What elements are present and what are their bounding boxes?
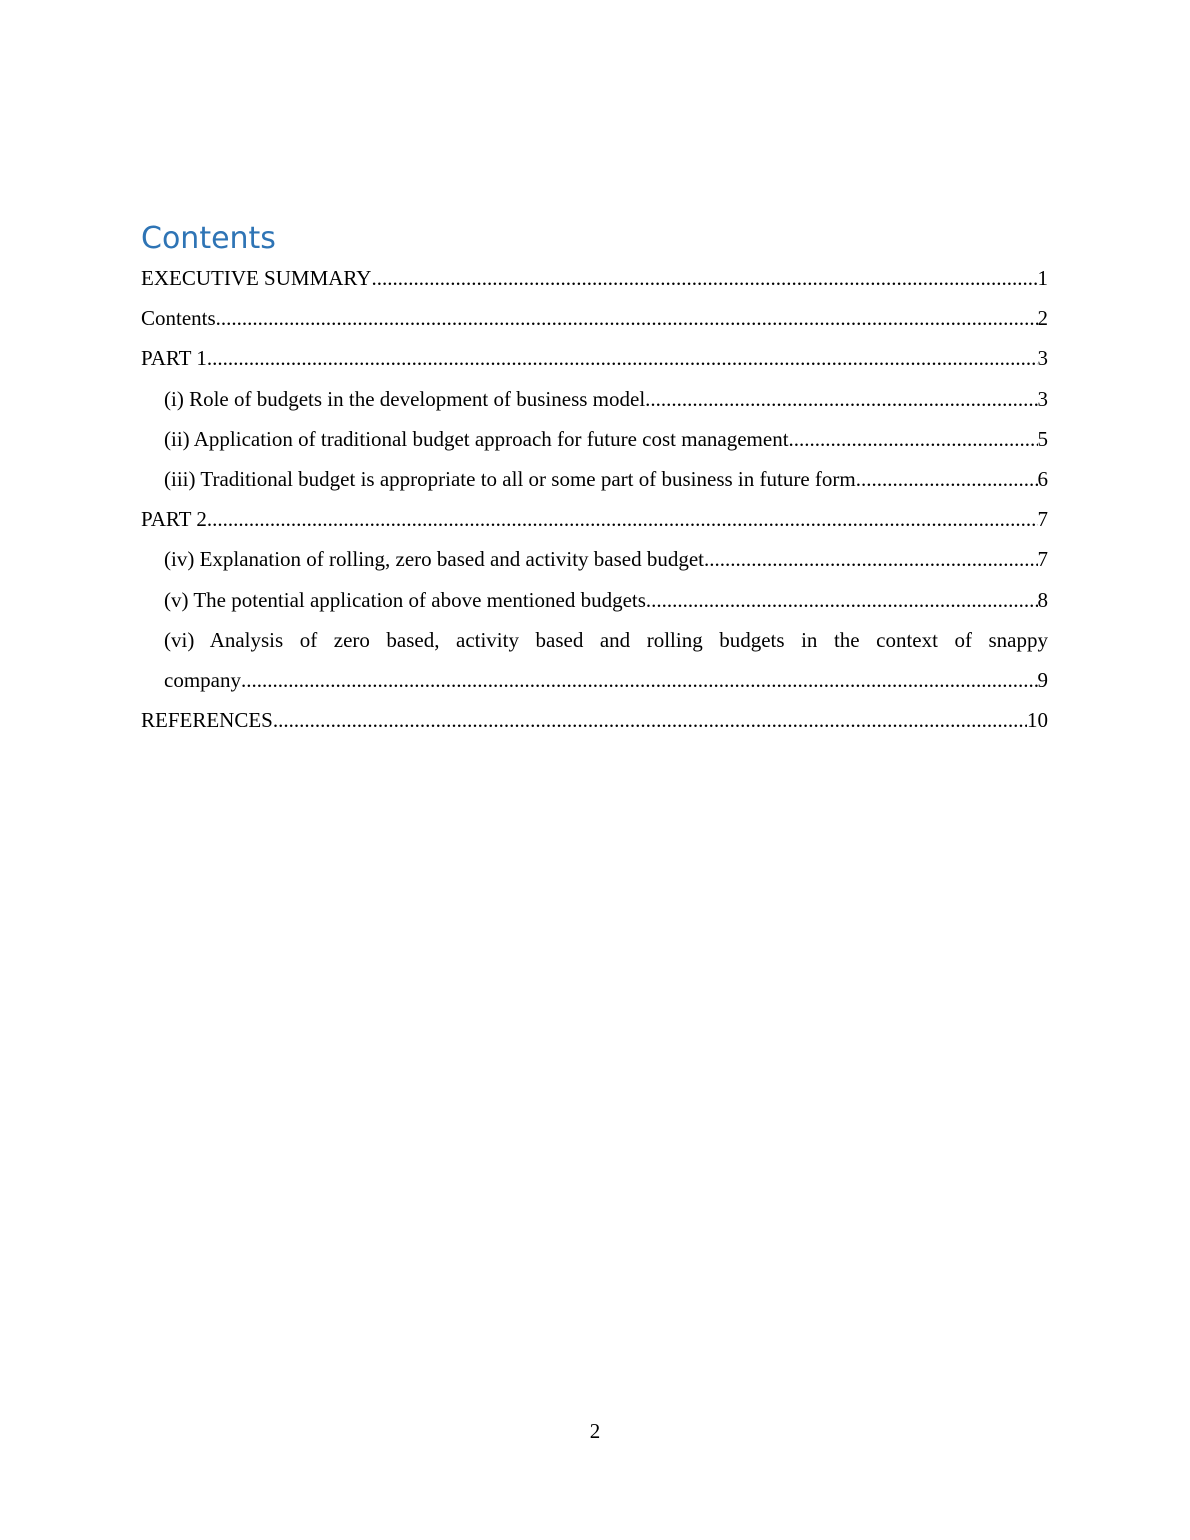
- toc-entry-part-1[interactable]: [141, 338, 1048, 378]
- toc-page-number: 5: [1037, 426, 1048, 451]
- toc-entry-text: (iv) Explanation of rolling, zero based and activity based budget: [164, 547, 705, 572]
- dot-leader: [216, 298, 1038, 338]
- toc-entry-text: REFERENCES: [141, 708, 273, 733]
- toc-page-number: 3: [1037, 386, 1048, 411]
- toc-entry-rolling-zero-activity-budget[interactable]: [141, 539, 1048, 579]
- toc-page-number: 8: [1037, 587, 1048, 612]
- toc-entry-role-of-budgets[interactable]: [141, 379, 1048, 419]
- toc-entry-contents[interactable]: [141, 298, 1048, 338]
- toc-page-number: 9: [1037, 668, 1048, 693]
- toc-entry-traditional-budget-appropriate[interactable]: [141, 459, 1048, 499]
- dot-leader: [789, 419, 1038, 459]
- dot-leader: [273, 700, 1027, 740]
- dot-leader: [645, 379, 1037, 419]
- toc-entry-traditional-budget-approach[interactable]: [141, 419, 1048, 459]
- dot-leader: [646, 580, 1038, 620]
- toc-entry-potential-application[interactable]: [141, 580, 1048, 620]
- toc-entry-text: (i) Role of budgets in the development of business model: [164, 386, 646, 411]
- dot-leader: [241, 660, 1038, 700]
- toc-title: Contents: [141, 221, 276, 256]
- dot-leader: [207, 338, 1038, 378]
- toc-page-number: 1: [1037, 266, 1048, 290]
- dot-leader: [207, 499, 1038, 539]
- toc-entry-part-2[interactable]: [141, 499, 1048, 539]
- toc-entry-text: PART 1: [141, 346, 207, 371]
- toc-page-number: 2: [1037, 306, 1048, 331]
- toc-page-number: 3: [1037, 346, 1048, 371]
- toc-entry-text: EXECUTIVE SUMMARY: [141, 266, 372, 290]
- toc-page-number: 7: [1037, 547, 1048, 572]
- toc-entry-text: (ii) Application of traditional budget approach for future cost management: [164, 426, 789, 451]
- toc-page-number: 10: [1027, 708, 1048, 733]
- toc-entry-executive-summary[interactable]: [141, 258, 1048, 298]
- toc-entry-text: Contents: [141, 306, 216, 331]
- page-number: 2: [589, 1419, 601, 1443]
- toc-page-number: 6: [1037, 467, 1048, 492]
- toc-entry-text: PART 2: [141, 507, 207, 532]
- toc-entry-analysis-snappy-company[interactable]: [141, 620, 1048, 700]
- toc-entry-continuation: [164, 660, 1048, 700]
- dot-leader: [371, 258, 1037, 298]
- toc-entry-text: (vi) Analysis of zero based, activity based and rolling budgets in the context of snappy: [164, 627, 1048, 652]
- toc-page-number: 7: [1037, 507, 1048, 532]
- toc-entry-references[interactable]: [141, 700, 1048, 740]
- dot-leader: [856, 459, 1038, 499]
- toc-entry-text: company: [164, 668, 241, 693]
- toc-entry-text: (v) The potential application of above mentioned budgets: [164, 587, 646, 612]
- table-of-contents: [141, 220, 1048, 740]
- toc-entry-text: (iii) Traditional budget is appropriate to all or some part of business in future form: [164, 467, 856, 492]
- dot-leader: [704, 539, 1037, 579]
